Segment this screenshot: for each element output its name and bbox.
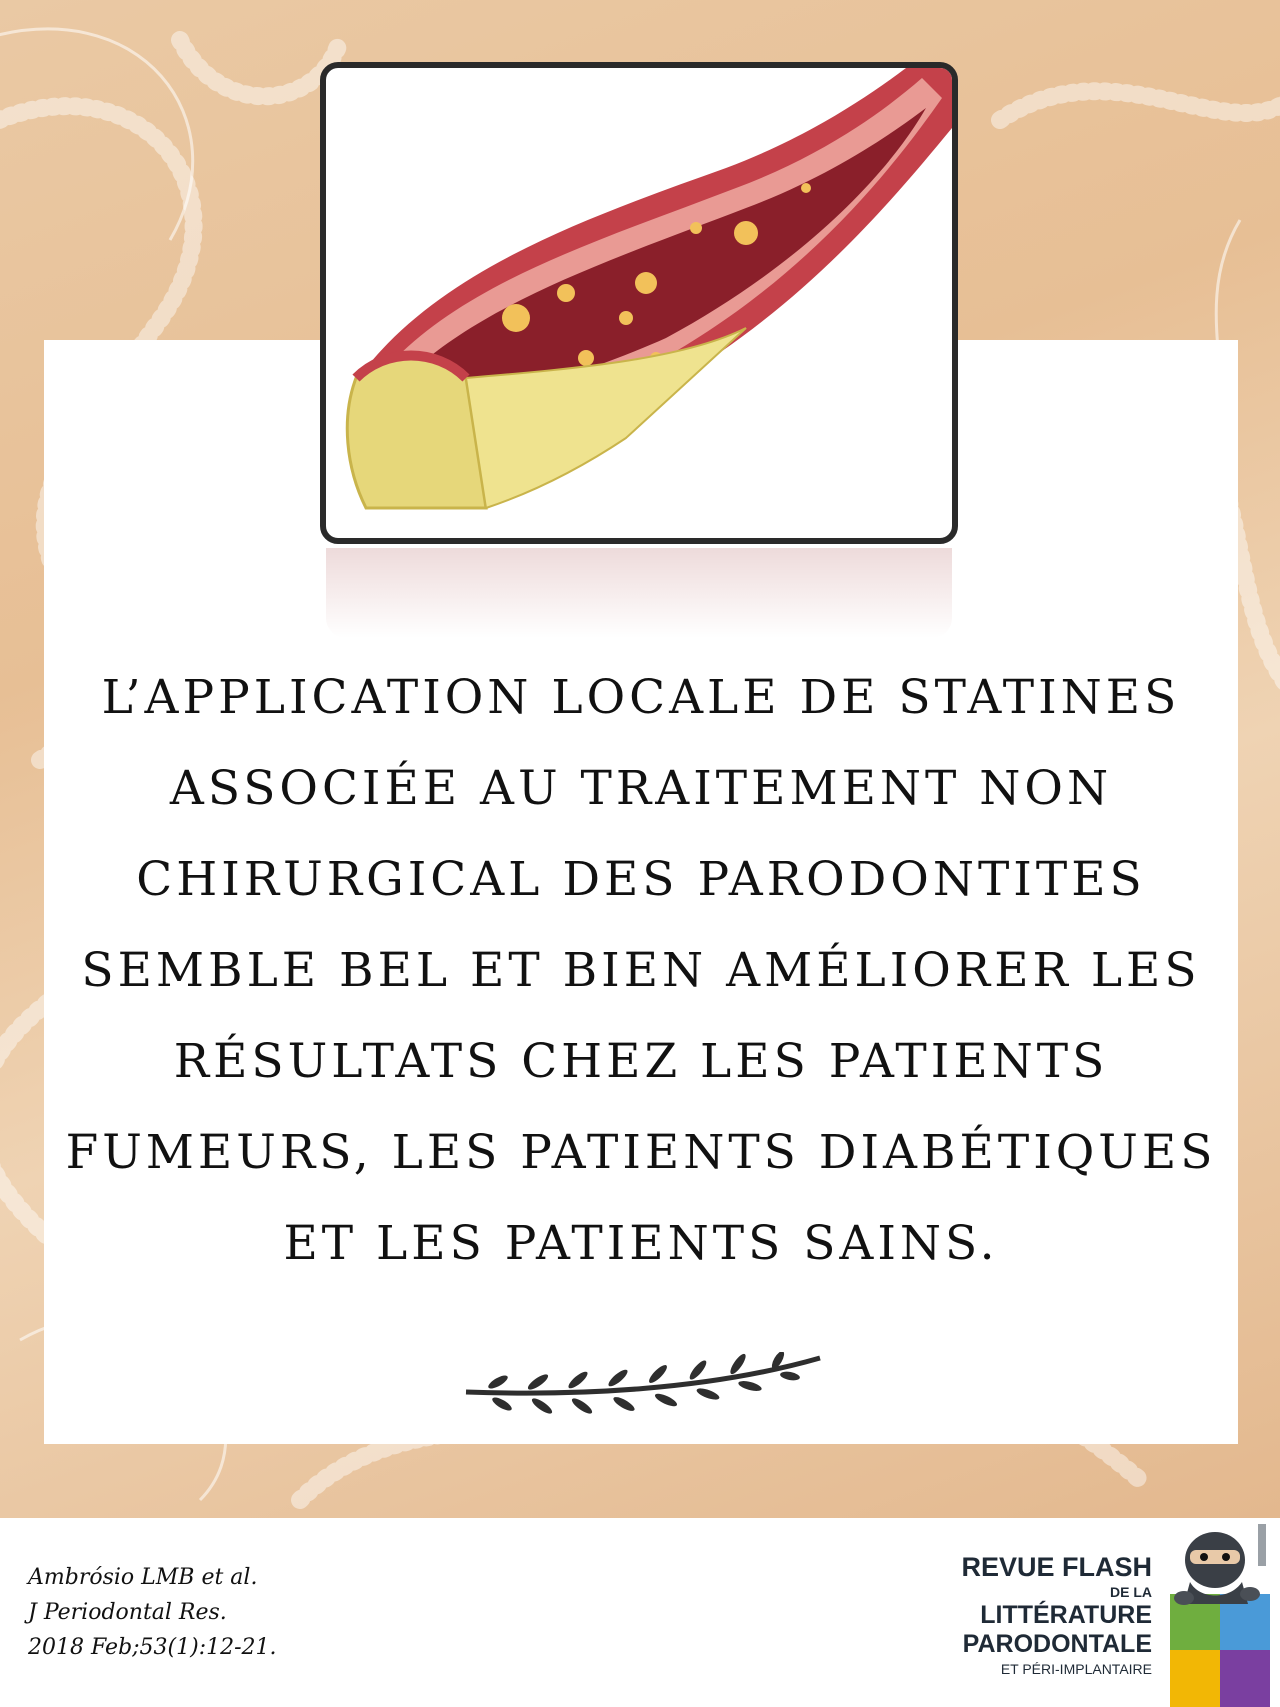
quote-line: SEMBLE BEL ET BIEN AMÉLIORER LES bbox=[81, 943, 1201, 998]
artery-illustration bbox=[326, 68, 952, 538]
laurel-branch-icon bbox=[458, 1352, 828, 1422]
citation-reference: 2018 Feb;53(1):12-21. bbox=[28, 1635, 277, 1660]
main-quote bbox=[44, 652, 1238, 1289]
quote-line: CHIRURGICAL DES PARODONTITES bbox=[136, 852, 1146, 907]
citation-journal: J Periodontal Res. bbox=[28, 1600, 227, 1625]
quote-line: RÉSULTATS CHEZ LES PATIENTS bbox=[173, 1034, 1109, 1089]
brand-line-5: ET PÉRI-IMPLANTAIRE bbox=[1000, 1661, 1152, 1677]
quote-line: ASSOCIÉE AU TRAITEMENT NON bbox=[169, 761, 1113, 816]
quote-line: ET LES PATIENTS SAINS. bbox=[283, 1216, 999, 1271]
brand-text bbox=[961, 1551, 1152, 1679]
brand-line-2: DE LA bbox=[1110, 1584, 1152, 1600]
ninja-mascot-logo bbox=[1170, 1520, 1280, 1707]
citation bbox=[28, 1560, 277, 1665]
image-reflection bbox=[326, 548, 952, 638]
brand-line-4: PARODONTALE bbox=[962, 1630, 1152, 1658]
citation-authors: Ambrósio LMB et al. bbox=[28, 1565, 258, 1590]
artery-image-frame bbox=[320, 62, 958, 544]
brand-line-3: LITTÉRATURE bbox=[980, 1601, 1152, 1629]
brand-line-1: REVUE FLASH bbox=[961, 1552, 1152, 1582]
quote-line: FUMEURS, LES PATIENTS DIABÉTIQUES bbox=[65, 1125, 1217, 1180]
quote-line: L’APPLICATION LOCALE DE STATINES bbox=[101, 670, 1181, 725]
